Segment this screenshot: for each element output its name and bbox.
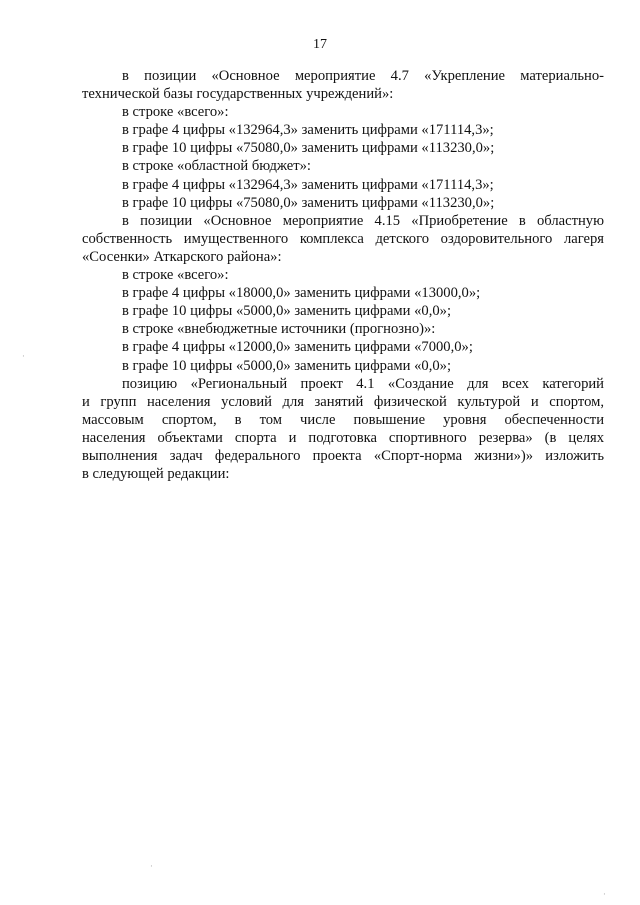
text-line: «Сосенки» Аткарского района»: bbox=[82, 248, 282, 265]
page-number: 17 bbox=[313, 37, 327, 52]
text-line: населения объектами спорта и подготовка спортивного резерва» (в целях bbox=[82, 429, 604, 446]
text-line: и групп населения условий для занятий физической культурой и спортом, bbox=[82, 393, 604, 410]
text-line: в графе 10 цифры «75080,0» заменить цифрами «113230,0»; bbox=[122, 140, 495, 157]
text-line: в строке «всего»: bbox=[122, 267, 229, 284]
text-line: в графе 4 цифры «18000,0» заменить цифрами «13000,0»; bbox=[122, 285, 481, 302]
text-line: в графе 4 цифры «132964,3» заменить цифрами «171114,3»; bbox=[122, 176, 494, 193]
text-line: массовым спортом, в том числе повышение уровня обеспеченности bbox=[82, 411, 604, 428]
text-line: в позиции «Основное мероприятие 4.15 «Приобретение в областную bbox=[122, 212, 604, 229]
text-line: выполнения задач федерального проекта «Спорт-норма жизни»)» изложить bbox=[82, 447, 604, 464]
text-line: в следующей редакции: bbox=[82, 466, 230, 483]
text-line: технической базы государственных учреждений»: bbox=[82, 86, 394, 103]
scan-dot-corner: · bbox=[603, 890, 606, 900]
text-line: в графе 4 цифры «132964,3» заменить цифрами «171114,3»; bbox=[122, 122, 494, 139]
text-line: в позиции «Основное мероприятие 4.7 «Укрепление материально- bbox=[122, 68, 604, 84]
text-line: в строке «областной бюджет»: bbox=[122, 158, 311, 175]
text-line: собственность имущественного комплекса детского оздоровительного лагеря bbox=[82, 230, 604, 247]
scan-dot-left: · bbox=[22, 352, 25, 362]
document-body bbox=[82, 67, 604, 483]
text-line: позицию «Региональный проект 4.1 «Создание для всех категорий bbox=[122, 375, 604, 392]
text-line: в строке «всего»: bbox=[122, 104, 229, 121]
text-line: в графе 10 цифры «5000,0» заменить цифрами «0,0»; bbox=[122, 303, 452, 320]
text-line: в графе 10 цифры «75080,0» заменить цифрами «113230,0»; bbox=[122, 194, 495, 211]
text-line: в графе 4 цифры «12000,0» заменить цифрами «7000,0»; bbox=[122, 339, 473, 356]
scan-dot-bottom: · bbox=[150, 862, 153, 872]
text-line: в строке «внебюджетные источники (прогнозно)»: bbox=[122, 321, 436, 338]
text-line: в графе 10 цифры «5000,0» заменить цифрами «0,0»; bbox=[122, 357, 452, 374]
